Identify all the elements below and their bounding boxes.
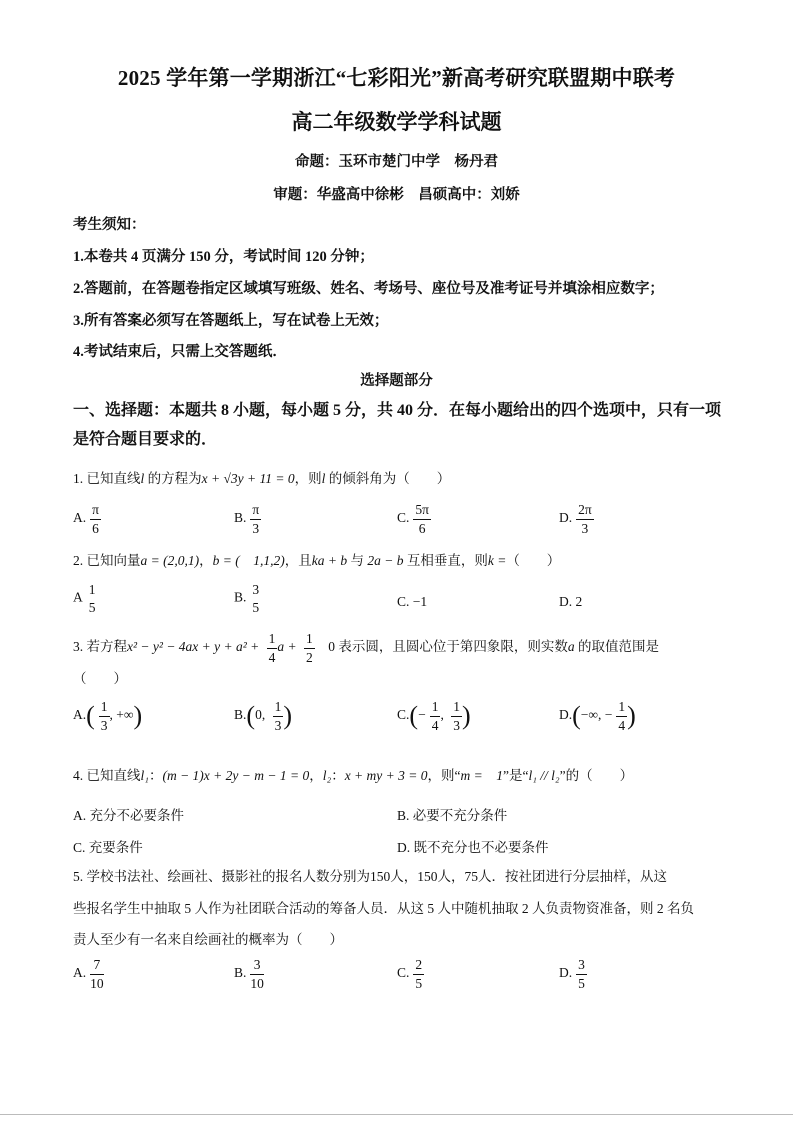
question-5-option-b: B. $\frac{3}{10}$ xyxy=(234,957,264,991)
notice-heading: 考生须知： xyxy=(73,217,146,233)
question-1-option-a: A. $\frac{\pi}{6}$ xyxy=(73,502,99,536)
question-1-option-b: B. $\frac{\pi}{3}$ xyxy=(234,502,260,536)
question-5-stem-line1: 5. 学校书法社、绘画社、摄影社的报名人数分别为150人，150人，75人．按社团进行分层抽样，从这 xyxy=(73,869,667,884)
question-5-option-a: A. $\frac{7}{10}$ xyxy=(73,957,104,991)
notice-item: 3.所有答案必须写在答题纸上，写在试卷上无效； xyxy=(73,313,389,329)
question-5-option-c: C. $\frac{2}{5}$ xyxy=(397,957,423,991)
question-2-option-c: C. −1 xyxy=(397,594,428,609)
page-bottom-divider xyxy=(0,1114,793,1115)
reviewer-line: 审题：华盛高中徐彬 昌硕高中：刘娇 xyxy=(273,187,520,203)
proposer-line: 命题：玉环市楚门中学 杨丹君 xyxy=(295,154,498,170)
question-2-stem: 2. 已知向量a = (2,0,1)，b = ( 1,1,2)，且ka + b 与 2a − b 互相垂直，则k =（ ） xyxy=(73,553,561,568)
question-4-option-c: C. 充要条件 xyxy=(73,840,143,855)
notice-item: 2.答题前，在答题卷指定区域填写班级、姓名、考场号、座位号及准考证号并填涂相应数字； xyxy=(73,281,664,297)
question-3-option-c: C.(− $\frac{1}{4}$ , $\frac{1}{3}$ ) xyxy=(397,699,471,733)
question-3-stem-line2: （ ） xyxy=(73,671,127,686)
question-3-option-d: D.(−∞, − $\frac{1}{4}$ ) xyxy=(559,699,636,733)
notice-item: 4.考试结束后，只需上交答题纸． xyxy=(73,344,287,360)
question-1-option-c: C. $\frac{5\pi}{6}$ xyxy=(397,502,429,536)
question-1-option-d: D. $\frac{2\pi}{3}$ xyxy=(559,502,592,536)
exam-subtitle: 高二年级数学学科试题 xyxy=(291,110,502,134)
question-5-stem-line3: 责人至少有一名来自绘画社的概率为（ ） xyxy=(73,932,343,947)
question-3-stem: 3. 若方程x² − y² − 4ax + y + a² + $\frac{1}{4}$ a + $\frac{1}{2}$ 0 表示圆，且圆心位于第四象限，则实数a 的取值范围是 xyxy=(73,631,660,665)
notice-item: 1.本卷共 4 页满分 150 分，考试时间 120 分钟； xyxy=(73,249,374,265)
question-4-option-a: A. 充分不必要条件 xyxy=(73,808,184,823)
exam-title: 2025 学年第一学期浙江“七彩阳光”新高考研究联盟期中联考 xyxy=(117,66,676,90)
section-title: 选择题部分 xyxy=(360,373,433,389)
question-3-option-a: A.( $\frac{1}{3}$ , +∞) xyxy=(73,699,143,733)
question-2-option-b: B. 3 5 xyxy=(234,582,260,615)
question-4-option-d: D. 既不充分也不必要条件 xyxy=(397,840,549,855)
question-4-option-b: B. 必要不充分条件 xyxy=(397,808,508,823)
question-5-option-d: D. $\frac{3}{5}$ xyxy=(559,957,585,991)
question-2-option-d: D. 2 xyxy=(559,594,583,609)
question-3-option-b: B.(0, $\frac{1}{3}$ ) xyxy=(234,699,292,733)
question-4-stem: 4. 已知直线l₁：(m − 1)x + 2y − m − 1 = 0，l₂：x + my + 3 = 0，则“m = 1”是“l₁ // l₂”的（ ） xyxy=(73,768,634,783)
question-5-stem-line2: 些报名学生中抽取 5 人作为社团联合活动的筹备人员．从这 5 人中随机抽取 2 人负责物资准备，则 2 名负 xyxy=(73,901,694,916)
question-2-option-a: A 1 5 xyxy=(73,582,96,615)
question-1-stem: 1. 已知直线l 的方程为x + √3y + 11 = 0，则l 的倾斜角为（ ） xyxy=(73,471,451,486)
part-heading: 一、选择题：本题共 8 小题，每小题 5 分，共 40 分．在每小题给出的四个选项中，只有一项是符合题目要求的． xyxy=(73,402,722,448)
